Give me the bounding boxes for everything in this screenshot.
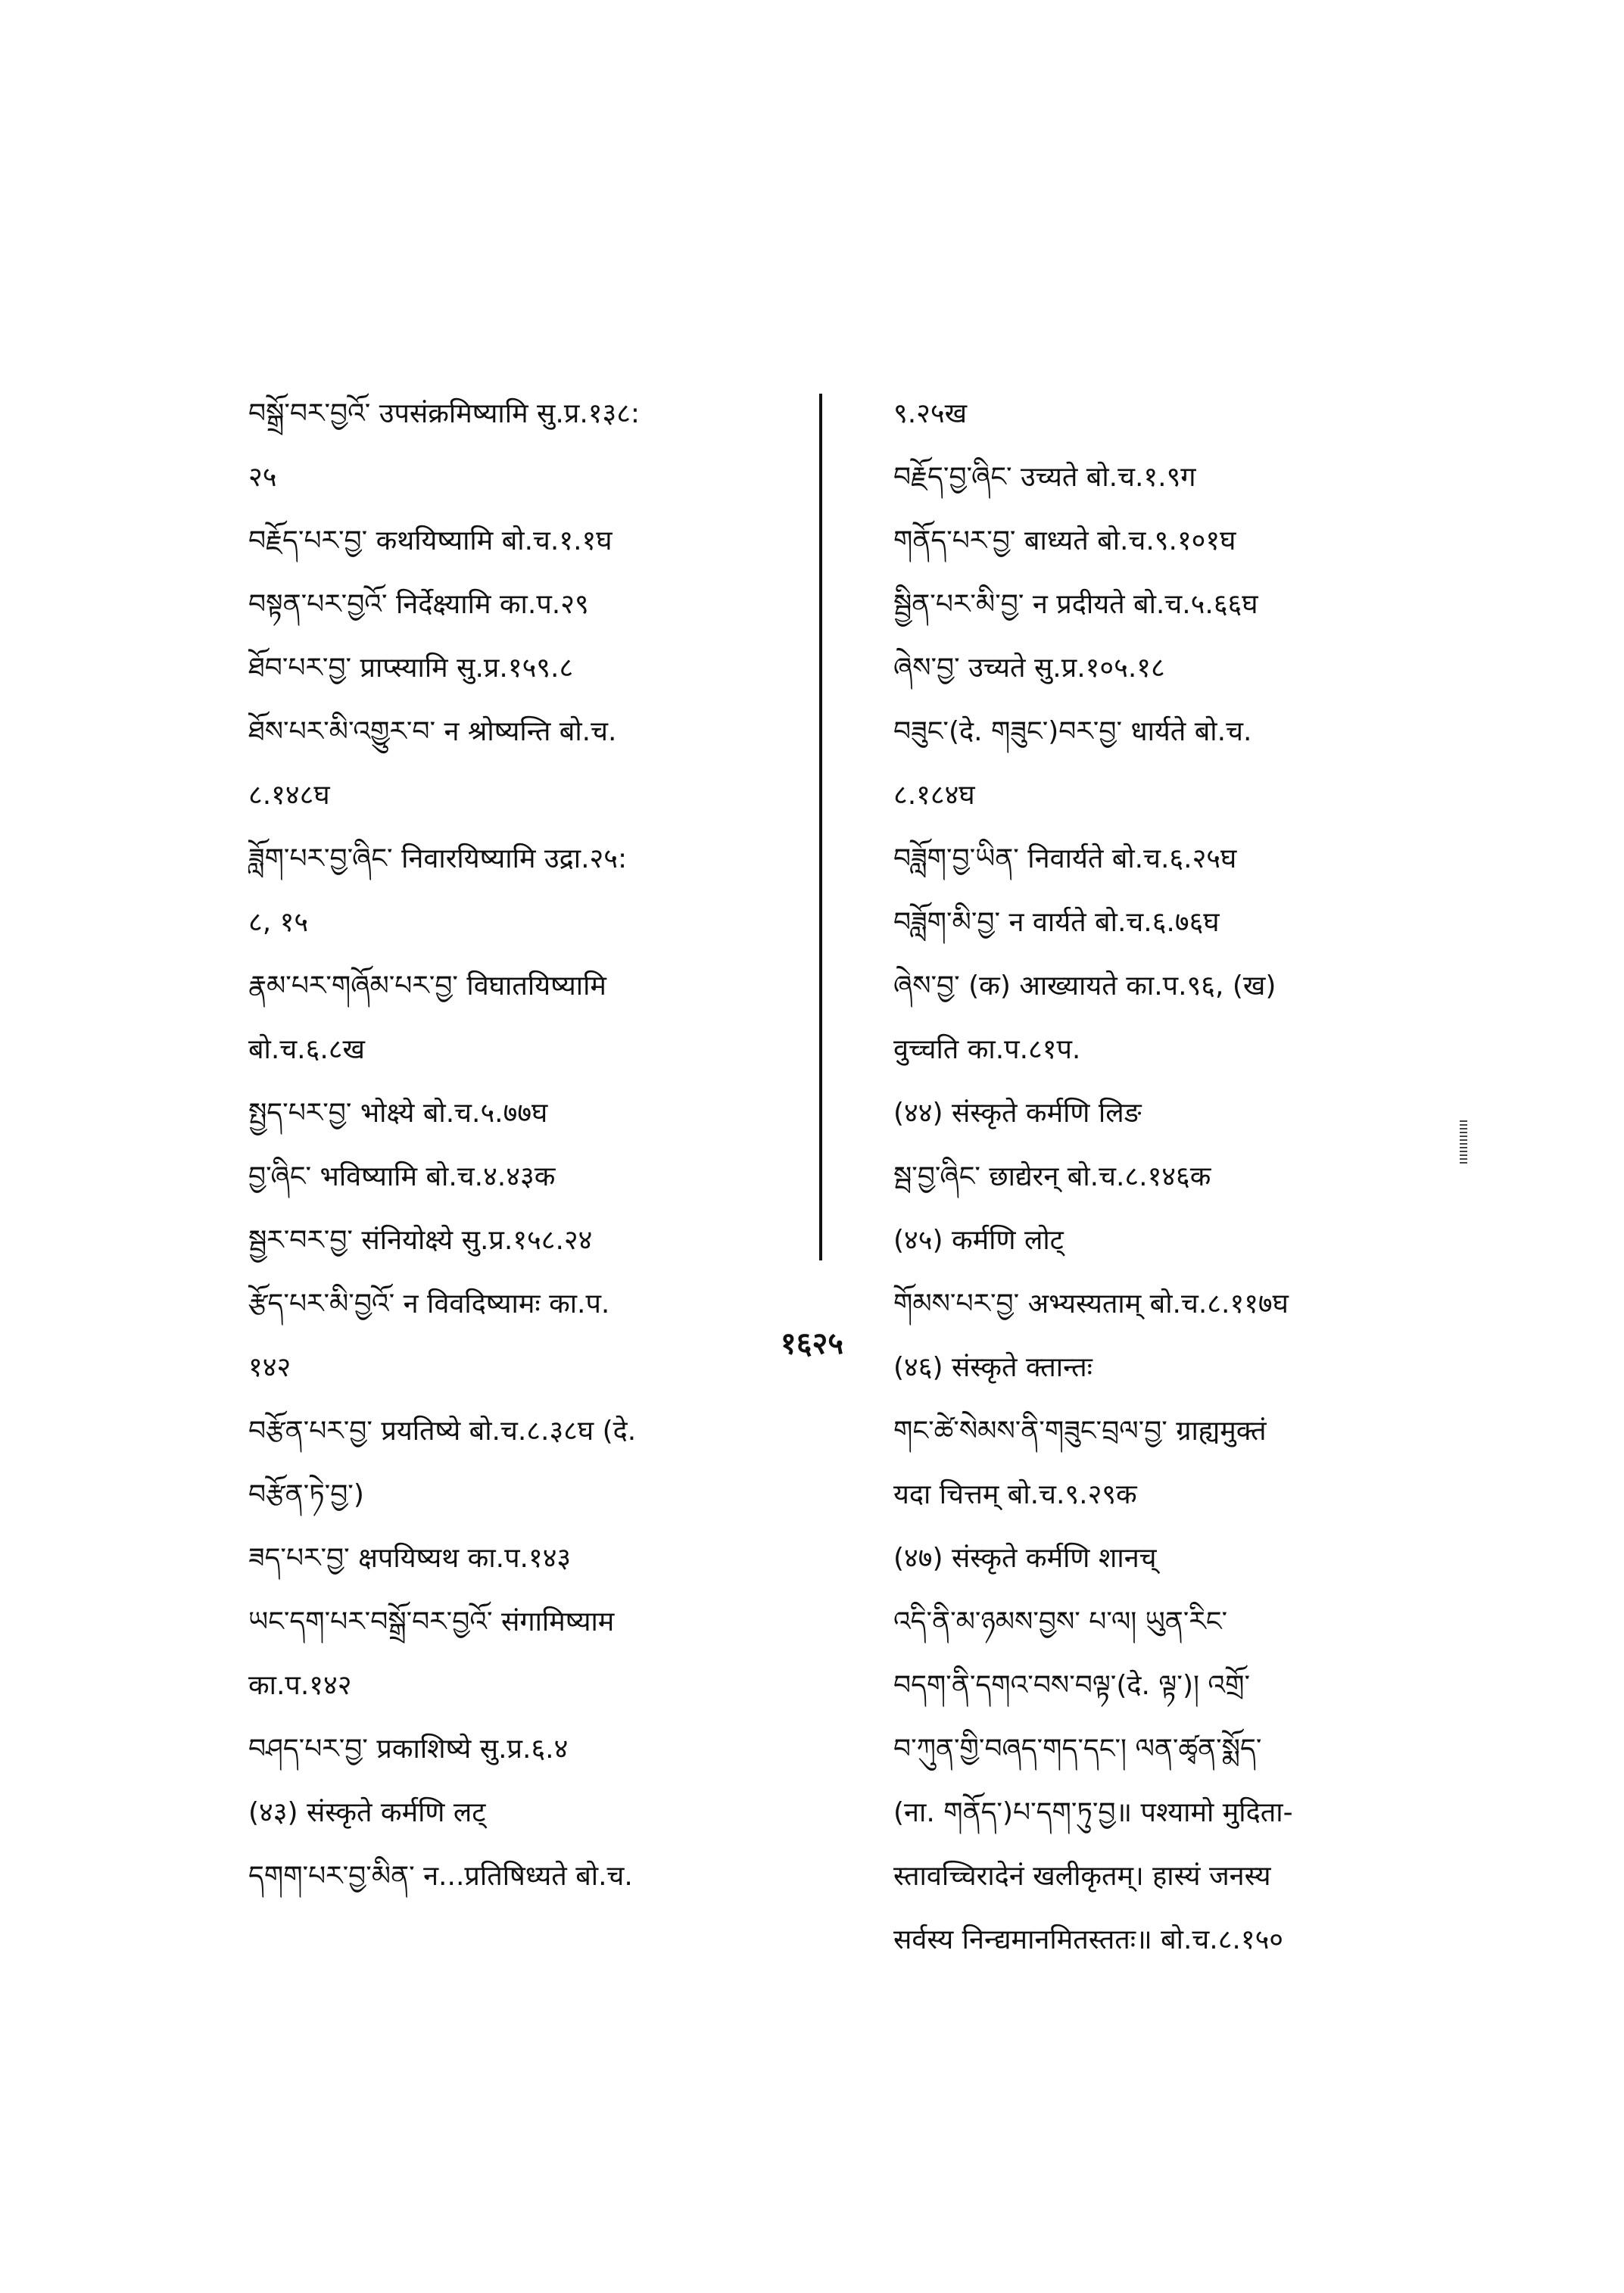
text-line: ཞེས་བྱ་ (क) आख्यायते का.प.९६, (ख) — [893, 970, 1276, 1002]
text-line: བཟློག་བྱ་ཡིན་ निवार्यते बो.च.६.२५घ — [893, 843, 1237, 874]
text-line: ཡང་དག་པར་བསྒྲོ་བར་བྱའོ་ संगामिष्याम — [248, 1606, 615, 1637]
text-line: ཟད་པར་བྱ་ क्षपयिष्यथ का.प.१४३ — [248, 1543, 572, 1574]
text-line: བཟློག་མི་བྱ་ न वार्यते बो.च.६.७६घ — [893, 907, 1220, 938]
page-number: १६२५ — [780, 1326, 844, 1361]
text-line: ཐོབ་པར་བྱ་ प्राप्स्यामि सु.प्र.१५९.८ — [248, 653, 574, 684]
text-line: २५ — [248, 462, 277, 493]
text-line: ཐོས་པར་མི་འགྱུར་བ་ न श्रोष्यन्ति बो.च. — [248, 716, 617, 747]
text-line: བ་ཀུན་གྱི་བཞད་གད་དང་། ལན་ཚྭན་སྨོད་ — [893, 1734, 1262, 1765]
text-line: གང་ཚེ་སེམས་ནི་གཟུང་བྲལ་བྱ་ ग्राह्यमुक्तं — [893, 1416, 1267, 1447]
text-line: གནོད་པར་བྱ་ बाध्यते बो.च.९.१०१घ — [893, 525, 1236, 556]
text-line: ८.१८४घ — [893, 780, 975, 811]
text-line: རྣམ་པར་གཞོམ་པར་བྱ་ विघातयिष्यामि — [248, 970, 606, 1002]
text-line: ཞེས་བྱ་ उच्यते सु.प्र.१०५.१८ — [893, 653, 1165, 684]
text-line: བརྗོད་བྱ་ཞིང་ उच्यते बो.च.१.९ग — [893, 462, 1196, 493]
text-line: ८.१४८घ — [248, 780, 330, 811]
text-line: ९.२५ख — [893, 398, 968, 429]
text-line: བྱ་ཞིང་ भविष्यामि बो.च.४.४३क — [248, 1161, 556, 1192]
text-line: སྦྱིན་པར་མི་བྱ་ न प्रदीयते बो.च.५.६६घ — [893, 589, 1258, 620]
text-line: བརྗོད་པར་བྱ་ कथयिष्यामि बो.च.१.१घ — [248, 525, 613, 556]
text-line: (४६) संस्कृते क्तान्तः — [893, 1352, 1093, 1383]
text-line: གོམས་པར་བྱ་ अभ्यस्यताम् बो.च.८.११७घ — [893, 1288, 1289, 1319]
text-line: बो.च.६.८ख — [248, 1034, 365, 1065]
text-line: का.प.१४२ — [248, 1670, 352, 1701]
text-line: སྦ་བྱ་ཞིང་ छाद्येरन् बो.च.८.१४६क — [893, 1161, 1211, 1192]
right-column — [893, 382, 1439, 1972]
text-line: सर्वस्य निन्द्यमानमितस्ततः॥ बो.च.८.१५० — [893, 1924, 1284, 1955]
text-line: (४५) कर्मणि लोट् — [893, 1225, 1064, 1256]
text-line: (४७) संस्कृते कर्मणि शानच् — [893, 1543, 1157, 1574]
text-line: ८, १५ — [248, 907, 309, 938]
text-line: རྩོད་པར་མི་བྱའོ་ न विवदिष्यामः का.प. — [248, 1288, 610, 1319]
text-line: བདག་ནི་དགའ་བས་བལྟ་(दे. ལྟ་)། འགྲོ་ — [893, 1670, 1251, 1701]
text-line: དགག་པར་བྱ་མིན་ न...प्रतिषिध्यते बो.च. — [248, 1861, 633, 1892]
text-line: བཟུང་(दे. གཟུང་)བར་བྱ་ धार्यते बो.च. — [893, 716, 1252, 747]
left-column — [248, 382, 793, 1908]
text-line: བརྩོན་པར་བྱ་ प्रयतिष्ये बो.च.८.३८घ (दे. — [248, 1416, 637, 1447]
text-line: སྤྱད་པར་བྱ་ भोक्ष्ये बो.च.५.७७घ — [248, 1098, 548, 1129]
text-line: स्तावच्चिरादेनं खलीकृतम्। हास्यं जनस्य — [893, 1861, 1271, 1892]
text-line: བརྩོན་ཏེ་བྱ་) — [248, 1479, 364, 1510]
text-line: སྦྱར་བར་བྱ་ संनियोक्ष्ये सु.प्र.१५८.२४ — [248, 1225, 593, 1256]
text-line: འདི་ནི་མ་ཉམས་བྱས་ པ་ལ། ཡུན་རིང་ — [893, 1606, 1228, 1637]
text-line: བསྒྲོ་བར་བྱའོ་ उपसंक्रमिष्यामि सु.प्र.१३८: — [248, 398, 641, 429]
text-line: (४३) संस्कृते कर्मणि लट् — [248, 1797, 486, 1828]
text-line: (४४) संस्कृते कर्मणि लिङ — [893, 1098, 1142, 1129]
text-line: བསྟན་པར་བྱའོ་ निर्देक्ष्यामि का.प.२९ — [248, 589, 589, 620]
text-line: १४२ — [248, 1352, 291, 1383]
text-line: བཤད་པར་བྱ་ प्रकाशिष्ये सु.प्र.६.४ — [248, 1734, 569, 1765]
text-line: ཟློག་པར་བྱ་ཞིང་ निवारयिष्यामि उद्रा.२५: — [248, 843, 628, 874]
text-line: यदा चित्तम् बो.च.९.२९क — [893, 1479, 1137, 1510]
text-line: (ना. གནོད་)པ་དག་ཏུ་བྱ॥ पश्यामो मुदिता- — [893, 1797, 1293, 1828]
margin-marks — [1460, 1120, 1467, 1166]
column-divider — [819, 394, 822, 1260]
text-line: वुच्चति का.प.८१प. — [893, 1034, 1081, 1065]
